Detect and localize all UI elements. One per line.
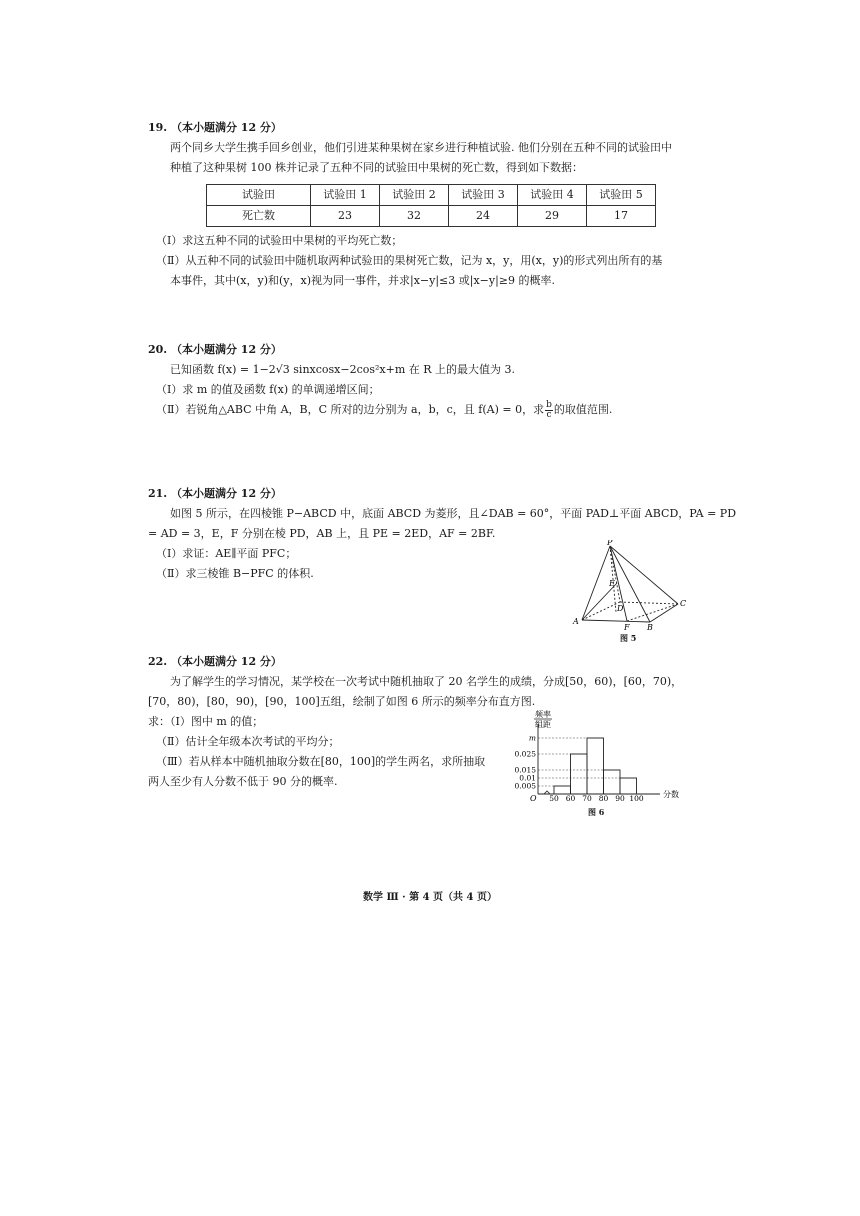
problem-20	[148, 340, 693, 420]
y-tick-label: 0.005	[514, 781, 536, 791]
fraction-denominator: c	[546, 409, 552, 420]
label-D: D	[617, 604, 624, 613]
problem-20-part-1: （Ⅰ）求 m 的值及函数 f(x) 的单调递增区间；	[156, 383, 380, 396]
page-footer: 数学 Ⅲ · 第 4 页（共 4 页）	[363, 892, 497, 903]
table-cell: 死亡数	[207, 206, 311, 227]
y-tick-label: 0.015	[514, 765, 536, 775]
label-F: F	[624, 623, 630, 632]
problem-19-part-2-line-2: 本事件，其中(x，y)和(y，x)视为同一事件，并求|x−y|≤3 或|x−y|≥9 的概率.	[170, 274, 556, 287]
table-cell: 试验田 1	[311, 185, 380, 206]
y-axis-label-numerator: 频率	[535, 710, 551, 719]
y-tick-label: m	[528, 733, 536, 743]
edge-DC	[620, 602, 678, 604]
figure-5-caption: 图 5	[620, 633, 637, 643]
table-cell: 试验田 5	[587, 185, 656, 206]
problem-19-heading: 19. （本小题满分 12 分）	[148, 121, 282, 134]
problem-19-part-1: （Ⅰ）求这五种不同的试验田中果树的平均死亡数；	[156, 234, 403, 247]
table-row	[207, 206, 656, 227]
problem-20-stem: 已知函数 f(x) = 1−2√3 sinxcosx−2cos²x+m 在 R 上的最大值为 3.	[170, 363, 516, 376]
label-P: P	[607, 540, 613, 547]
problem-20-part-2-text: （Ⅱ）若锐角△ABC 中角 A，B，C 所对的边分别为 a，b，c，且 f(A) = 0，求	[156, 403, 545, 416]
frequency-histogram	[508, 708, 688, 804]
x-tick-label: 70	[582, 794, 592, 803]
label-C: C	[680, 599, 687, 608]
segment-FC	[627, 604, 678, 621]
problem-22-part-2: （Ⅱ）估计全年级本次考试的平均分；	[156, 735, 340, 748]
edge-PC	[610, 546, 678, 604]
fraction-b-over-c	[545, 401, 553, 420]
problem-22-heading: 22. （本小题满分 12 分）	[148, 655, 282, 668]
table-cell: 17	[587, 206, 656, 227]
problem-21-stem-line-1: 如图 5 所示，在四棱锥 P−ABCD 中，底面 ABCD 为菱形，且∠DAB = 60°，平面 PAD⊥平面 ABCD，PA = PD	[170, 507, 737, 520]
table-cell: 试验田 2	[380, 185, 449, 206]
edge-AB	[582, 620, 650, 622]
problem-21-stem-line-2: = AD = 3，E，F 分别在棱 PD，AB 上，且 PE = 2ED，AF = 2BF.	[148, 527, 496, 540]
problem-21-heading: 21. （本小题满分 12 分）	[148, 487, 282, 500]
table-cell: 32	[380, 206, 449, 227]
histogram-bar	[554, 786, 571, 794]
label-E: E	[609, 579, 615, 588]
problem-20-part-2	[148, 400, 693, 420]
label-A: A	[573, 617, 579, 626]
x-axis-label: 分数	[663, 790, 679, 799]
label-B: B	[647, 623, 653, 632]
table-cell: 29	[518, 206, 587, 227]
table-cell: 试验田	[207, 185, 311, 206]
y-tick-label: 0.025	[514, 749, 536, 759]
y-axis-label-denominator: 组距	[535, 720, 551, 729]
origin-label: O	[530, 794, 537, 803]
table-cell: 23	[311, 206, 380, 227]
segment-AE	[582, 583, 617, 620]
table-cell: 试验田 4	[518, 185, 587, 206]
table-cell: 24	[449, 206, 518, 227]
problem-20-heading: 20. （本小题满分 12 分）	[148, 343, 282, 356]
fraction-numerator: b	[546, 399, 552, 410]
death-count-table	[206, 184, 656, 227]
problem-22-part-3-line-2: 两人至少有人分数不低于 90 分的概率.	[148, 775, 338, 788]
histogram-bar	[604, 770, 621, 794]
x-tick-label: 60	[565, 794, 576, 803]
problem-22-part-1: 求：（Ⅰ）图中 m 的值；	[148, 715, 264, 728]
x-tick-label: 80	[598, 794, 609, 803]
problem-19-stem-line-2: 种植了这种果树 100 株并记录了五种不同的试验田中果树的死亡数，得到如下数据：	[170, 161, 583, 174]
y-tick-label: 0.01	[519, 773, 536, 783]
histogram-bar	[571, 754, 588, 794]
problem-20-part-2-tail: 的取值范围.	[553, 403, 613, 416]
problem-19	[148, 118, 693, 291]
problem-19-part-2-line-1: （Ⅱ）从五种不同的试验田中随机取两种试验田的果树死亡数，记为 x，y，用(x，y)的形式列出所有的基	[156, 254, 663, 267]
problem-22-stem-line-2: [70，80)，[80，90)，[90，100]五组，绘制了如图 6 所示的频率分布直方图.	[148, 695, 536, 708]
problem-22-part-3-line-1: （Ⅲ）若从样本中随机抽取分数在[80，100]的学生两名，求所抽取	[156, 755, 486, 768]
edge-BC	[650, 604, 678, 622]
histogram-bar	[587, 738, 604, 794]
table-cell: 试验田 3	[449, 185, 518, 206]
histogram-bar	[620, 778, 637, 794]
x-tick-label: 90	[615, 794, 625, 803]
problem-21-part-1: （Ⅰ）求证：AE∥平面 PFC；	[156, 547, 297, 560]
problem-19-stem-line-1: 两个同乡大学生携手回乡创业，他们引进某种果树在家乡进行种植试验. 他们分别在五种不同的试验田中	[170, 141, 672, 154]
pyramid-figure	[570, 540, 695, 632]
table-header-row	[207, 185, 656, 206]
figure-6-caption: 图 6	[588, 807, 605, 817]
edge-PA	[582, 546, 610, 620]
problem-21-part-2: （Ⅱ）求三棱锥 B−PFC 的体积.	[156, 567, 314, 580]
x-tick-label: 50	[549, 794, 559, 803]
x-tick-label: 100	[629, 794, 644, 803]
problem-22-stem-line-1: 为了解学生的学习情况，某学校在一次考试中随机抽取了 20 名学生的成绩，分成[50，60)，[60，70)，	[170, 675, 683, 688]
